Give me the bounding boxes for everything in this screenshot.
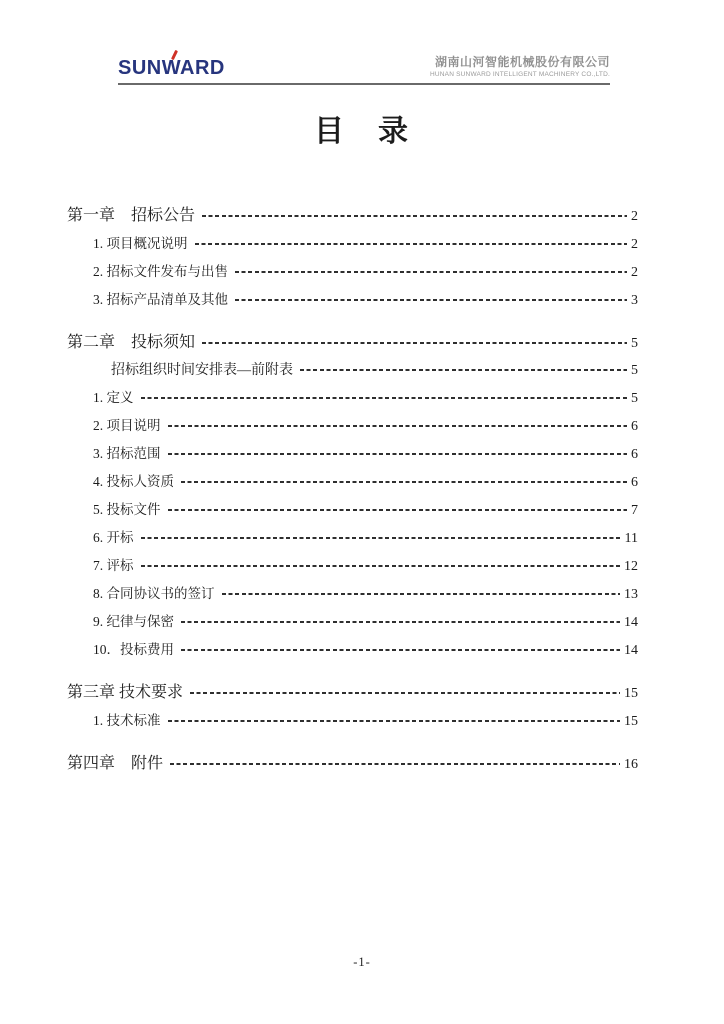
toc-leader-dashes — [141, 397, 628, 399]
company-name-chinese: 湖南山河智能机械股份有限公司 — [434, 54, 610, 69]
toc-entry[interactable] — [93, 389, 638, 408]
toc-entry-page: 7 — [631, 503, 638, 518]
toc-entry-page: 2 — [631, 265, 638, 280]
toc-entry-page: 15 — [624, 686, 638, 701]
toc-leader-dashes — [202, 342, 627, 344]
toc-entry[interactable] — [93, 585, 638, 604]
company-name-english: HUNAN SUNWARD INTELLIGENT MACHINERY CO.,LTD. — [430, 71, 610, 78]
toc-entry-page: 6 — [631, 419, 638, 434]
toc-entry[interactable] — [111, 362, 638, 380]
toc-entry[interactable] — [67, 206, 638, 227]
toc-entry-page: 11 — [624, 531, 638, 546]
toc-entry-page: 5 — [631, 336, 638, 351]
toc-leader-dashes — [168, 720, 621, 722]
toc-entry[interactable] — [93, 235, 638, 254]
toc-entry-label: 1. 项目概况说明 — [93, 236, 188, 251]
toc-leader-dashes — [202, 215, 627, 217]
table-of-contents — [67, 206, 638, 775]
toc-entry-label: 9. 纪律与保密 — [93, 614, 174, 629]
toc-entry[interactable] — [67, 683, 638, 704]
toc-entry[interactable] — [93, 263, 638, 282]
toc-entry-page: 14 — [624, 643, 638, 658]
toc-leader-dashes — [141, 565, 621, 567]
toc-entry-label: 第四章 附件 — [67, 755, 164, 772]
toc-entry-label: 7. 评标 — [93, 558, 134, 573]
toc-entry[interactable] — [67, 754, 638, 775]
toc-entry-label: 2. 项目说明 — [93, 418, 161, 433]
toc-entry-label: 第三章 技术要求 — [67, 684, 184, 701]
toc-entry-page: 6 — [631, 475, 638, 490]
toc-leader-dashes — [235, 299, 627, 301]
toc-leader-dashes — [222, 593, 621, 595]
page-header — [118, 50, 610, 85]
toc-entry[interactable] — [93, 641, 638, 660]
toc-entry-label: 8. 合同协议书的签订 — [93, 586, 215, 601]
toc-entry-page: 5 — [631, 391, 638, 406]
toc-entry[interactable] — [93, 501, 638, 520]
toc-entry-label: 5. 投标文件 — [93, 502, 161, 517]
toc-leader-dashes — [195, 243, 628, 245]
toc-leader-dashes — [168, 453, 628, 455]
page-title: 目 录 — [314, 115, 410, 148]
toc-entry-label: 10．投标费用 — [93, 642, 174, 657]
toc-leader-dashes — [168, 509, 628, 511]
toc-entry-page: 12 — [624, 559, 638, 574]
toc-leader-dashes — [141, 537, 621, 539]
sunward-logo — [118, 50, 225, 78]
toc-entry-page: 15 — [624, 714, 638, 729]
toc-leader-dashes — [181, 649, 620, 651]
header-divider — [118, 83, 610, 85]
toc-entry-label: 2. 招标文件发布与出售 — [93, 264, 228, 279]
page-number: -1- — [353, 955, 371, 969]
toc-entry-page: 13 — [624, 587, 638, 602]
toc-entry-page: 3 — [631, 293, 638, 308]
toc-entry-page: 5 — [631, 363, 638, 378]
toc-entry-page: 2 — [631, 209, 638, 224]
sunward-logo-text: SUNWARD — [118, 57, 225, 79]
toc-leader-dashes — [181, 481, 627, 483]
toc-entry[interactable] — [93, 529, 638, 548]
toc-entry[interactable] — [67, 333, 638, 354]
toc-entry-label: 3. 招标范围 — [93, 446, 161, 461]
toc-leader-dashes — [235, 271, 627, 273]
toc-entry[interactable] — [93, 291, 638, 310]
toc-leader-dashes — [190, 692, 620, 694]
toc-entry-page: 16 — [624, 757, 638, 772]
toc-entry-label: 第一章 招标公告 — [67, 207, 196, 224]
toc-entry[interactable] — [93, 557, 638, 576]
toc-leader-dashes — [181, 621, 620, 623]
toc-entry[interactable] — [93, 473, 638, 492]
toc-entry-label: 1. 定义 — [93, 390, 134, 405]
toc-entry-label: 1. 技术标准 — [93, 713, 161, 728]
toc-entry-page: 14 — [624, 615, 638, 630]
toc-entry[interactable] — [93, 445, 638, 464]
toc-entry-label: 6. 开标 — [93, 530, 134, 545]
toc-entry-page: 2 — [631, 237, 638, 252]
toc-leader-dashes — [170, 763, 620, 765]
toc-entry-label: 4. 投标人资质 — [93, 474, 174, 489]
toc-entry-label: 第二章 投标须知 — [67, 334, 196, 351]
toc-entry[interactable] — [93, 712, 638, 731]
toc-leader-dashes — [300, 369, 627, 371]
company-name-block — [430, 56, 610, 78]
toc-entry[interactable] — [93, 417, 638, 436]
toc-entry[interactable] — [93, 613, 638, 632]
header-row — [118, 50, 610, 78]
toc-leader-dashes — [168, 425, 628, 427]
toc-entry-label: 3. 招标产品清单及其他 — [93, 292, 228, 307]
toc-entry-page: 6 — [631, 447, 638, 462]
toc-entry-label: 招标组织时间安排表—前附表 — [111, 363, 293, 378]
